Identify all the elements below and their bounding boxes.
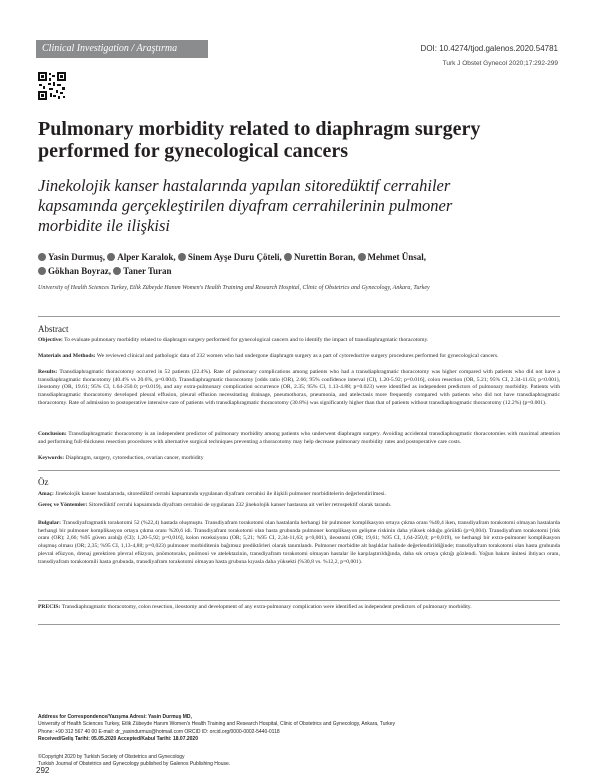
page-number: 292 [36, 766, 50, 775]
correspondence-title: Address for Correspondence/Yazışma Adresi: Yasin Durmuş MD, [38, 714, 192, 720]
affiliation: University of Health Sciences Turkey, Etlik Zübeyde Hanım Women's Health Training and Research Hospital, Clinic of Obstetrics and Gynecology, Ankara, Turkey [38, 285, 430, 291]
divider [38, 624, 560, 625]
divider [38, 316, 560, 317]
author[interactable]: Alper Karalok, [107, 252, 175, 262]
received-accepted-dates: Received/Geliş Tarihi: 05.05.2020 Accepted/Kabul Tarihi: 18.07.2020 [38, 736, 198, 743]
orcid-icon[interactable] [38, 267, 46, 275]
divider [38, 600, 560, 601]
qr-code-icon[interactable] [38, 72, 66, 100]
abstract-methods: Materials and Methods: We reviewed clinical and pathologic data of 232 women who had undergone diaphragm surgery as a part of cytoreductive surgery procedures performed for gynecological cancers. [38, 353, 499, 359]
correspondence-contact[interactable]: Phone: +90 312 567 40 00 E-mail: dr_yasindurmus@hotmail.com ORCID ID: orcid.org/0000-0002-5440-0118 [38, 728, 280, 735]
author[interactable]: Gökhan Boyraz, [38, 266, 111, 276]
correspondence-block [38, 714, 560, 744]
copyright-line: ©Copyright 2020 by Turkish Society of Obstetrics and Gynecology [38, 754, 185, 760]
oz-amac: Amaç: Jinekolojik kanser hastalarında, sitoredüktif cerrahi kapsamında uygulanan diyafram cerrahisi ile ilişkili pulmoner morbiditelerin değerlendirilmesi. [38, 491, 386, 497]
author[interactable]: Mehmet Ünsal, [358, 252, 427, 262]
author[interactable]: Sinem Ayşe Duru Çöteli, [178, 252, 282, 262]
doi[interactable]: DOI: 10.4274/tjod.galenos.2020.54781 [420, 44, 558, 53]
oz-gerec: Gereç ve Yöntemler: Sitoredüktif cerrahi kapsamında diyafram cerrahisi de uygulanan 232 jinekolojik kanser hastasına ait veriler retrospektif olarak tarandı. [38, 502, 392, 508]
article-type-band [36, 40, 208, 58]
abstract-results: Results: Transdiaphragmatic thoracotomy occurred in 52 patients (22.4%). Rate of pulmonary complications among patients who had a transdiaphragmatic thoracotomy was higher compared with patients who did not have a transdiaphragmatic thoracotomy (40.4% vs 20.6%, p=0.004). Transdiaphragmatic thoracotomy [odds ratio (OR), 2.66; 95% confidence interval (CI), 1.20-5.92; p=0.016], colon resection (OR, 5.21; 95% CI, 2.34-11.63; p<0.001), ileostomy (OR, 19.61; 95% CI, 1.64-250.0; p=0.019), and any extra-pulmonary complication occurrence (OR, 2.35; 95% CI, 1.13-4.88; p=0.023) were identified as independent predictors of pulmonary morbidity. Patients with transdiaphragmatic thoracotomy developed pleural effusion, pleural effusion necessitating drainage, pneumothorax, pneumonia, and atelectasis more frequently compared with patients who did not have transdiaphragmatic thoracotomy. Rate of admission to postoperative intensive care of patients with transdiaphragmatic thoracotomy (30.8%) was significantly higher than that of patients without transdiaphragmatic thoracotomy (12.2%) (p=0.001). [38, 369, 560, 406]
oz-heading: Öz [38, 477, 49, 487]
author[interactable]: Yasin Durmuş, [38, 252, 105, 262]
orcid-icon[interactable] [178, 253, 186, 261]
orcid-icon[interactable] [107, 253, 115, 261]
copyright-block [38, 754, 560, 768]
abstract-keywords: Keywords: Diaphragm, surgery, cytoreduction, ovarian cancer, morbidity [38, 455, 204, 461]
article-subtitle-turkish: Jinekolojik kanser hastalarında yapılan sitoredüktif cerrahiler kapsamında gerçekleştirilen diyafram cerrahilerinin pulmoner morbidite ile ilişkisi [38, 176, 453, 235]
author[interactable]: Taner Turan [113, 266, 171, 276]
author-list [38, 250, 568, 278]
publisher-line: Turkish Journal of Obstetrics and Gynecology published by Galenos Publishing House. [38, 761, 231, 767]
orcid-icon[interactable] [358, 253, 366, 261]
orcid-icon[interactable] [284, 253, 292, 261]
abstract-heading: Abstract [38, 324, 69, 334]
article-title: Pulmonary morbidity related to diaphragm surgery performed for gynecological cancers [38, 118, 481, 162]
orcid-icon[interactable] [38, 253, 46, 261]
abstract-conclusion: Conclusion: Transdiaphragmatic thoracotomy is an independent predictor of pulmonary morbidity among patients who underwent diaphragm surgery. Avoiding accidental transdiaphragmatic thoracotomies with maximal attention and performing full-thickness resection procedures with alternative surgical techniques preventing a thoracotomy may help decrease pulmonary morbidity rates and postoperative care costs. [38, 431, 560, 445]
correspondence-address: University of Health Sciences Turkey, Etlik Zübeyde Hanım Women's Health Training and Research Hospital, Clinic of Obstetrics and Gynecology, Ankara, Turkey [38, 721, 395, 728]
divider [38, 470, 560, 471]
author[interactable]: Nurettin Boran, [284, 252, 355, 262]
orcid-icon[interactable] [113, 267, 121, 275]
article-type-label: Clinical Investigation / Araştırma [42, 43, 178, 54]
oz-bulgular: Bulgular: Transdiyafragmatik torakotomi 52 (%22,4) hastada oluşmuştu. Transdiyafram torakotomi olan hastalarda herhangi bir pulmoner komplikasyon ortaya çıkma oranı %40,4 iken, transdiyafram torakotomi olmayan hastalarda herhangi bir pulmoner komplikasyon ortaya çıkma oranı %20,6 idi. Transdiyafram torakotomi olan hasta grubunda pulmoner komplikasyon gelişme riskinin daha yüksek olduğu görüldü (p=0,004). Transdiyafram torakotomi [risk oranı (OR); 2,66; %95 güven aralığı (CI); 1,20-5,92; p=0,016], kolon rezeksiyonu (OR; 5,21; %95 CI, 2,34-11,63; p<0,001), ileostomi (OR; 19,61; %95 CI, 1,64-250,0; p=0,019), ve herhangi bir extra-pulmoner komplikasyon oluşmuş olması (OR; 2,35; %95 CI, 1,13-4,88; p=0,023) pulmoner morbiditenin bağımsız prediktörleri olarak tanımlandı. Pulmoner morbidite alt başlıklar halinde değerlendirildiğinde; transdiyafram torakotomi olan hasta grubunda plevral efüzyon, drenaj gerektiren plevral efüzyon, pnömotoraks, pnömoni ve atelektazinin, transdiyafram torakotomi olmayan hastalar ile karşılaştırıldığında, daha sık ortaya çıktığı gözlendi. Yoğun bakım ünitesi ihtiyacı oranı, transdiyafram torakotomili hasta grubunda, transdiyafram torakotomi olmayan hasta grubuna kıyasla daha yüksekti (%30,8 vs. %12,2, p=0,001). [38, 520, 560, 565]
abstract-objective: Objective: To evaluate pulmonary morbidity related to diaphragm surgery performed for gynecological cancers and to identify the impact of transdiaphragmatic thoracotomy. [38, 337, 429, 343]
journal-citation: Turk J Obstet Gynecol 2020;17:292-299 [442, 60, 558, 67]
precis: PRECIS: Transdiaphragmatic thoracotomy, colon resection, ileostomy and development of any extra-pulmonary complication were identified as independent predictors of pulmonary morbidity. [38, 604, 472, 610]
